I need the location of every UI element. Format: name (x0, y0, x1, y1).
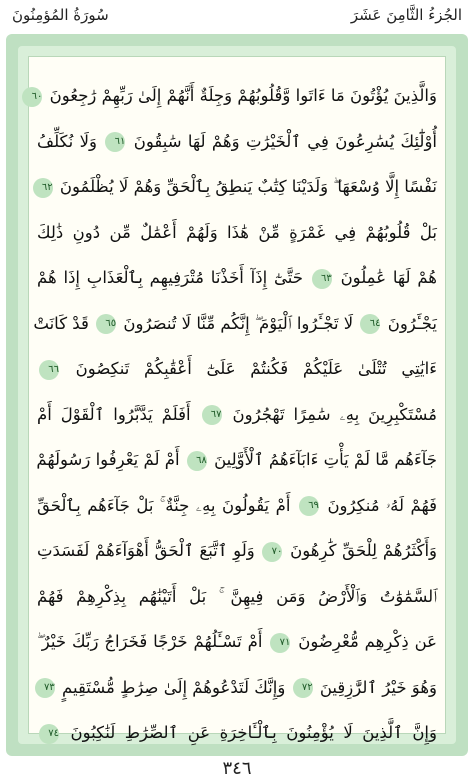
verse-line (37, 528, 437, 574)
verse-line (37, 710, 437, 756)
verse-text: وَهُوَ خَيْرُ ٱلرَّٰزِقِينَ (319, 677, 437, 697)
verse-text: ٱلسَّمَٰوَٰتُ وَٱلْأَرْضُ وَمَن فِيهِنَّ ۚ بَلْ أَتَيْنَٰهُم بِذِكْرِهِمْ فَهُمْ (37, 586, 437, 606)
verse-text: وَإِنَّ ٱلَّذِينَ لَا يُؤْمِنُونَ بِٱلْـَٔاخِرَةِ عَنِ ٱلصِّرَٰطِ لَنَٰكِبُونَ (70, 723, 437, 742)
ayah-number-marker: ٧٤ (39, 724, 59, 744)
ayah-number-marker: ٦٥ (96, 314, 116, 334)
verse-line (37, 346, 437, 392)
surah-title: سُورَةُ المُؤمِنُونَ (12, 6, 109, 24)
verse-line (37, 392, 437, 438)
verse-line (37, 210, 437, 256)
verse-text: بَلْ قُلُوبُهُمْ فِي غَمْرَةٍ مِّنْ هَٰذَا وَلَهُمْ أَعْمَٰلٌ مِّن دُونِ ذَٰلِكَ (37, 222, 437, 242)
ayah-number-marker: ٧٠ (262, 542, 282, 562)
verse-text: هُمْ لَهَا عَٰمِلُونَ (340, 268, 437, 287)
verse-line (37, 619, 437, 665)
verse-text: وَالَّذِينَ يُؤْتُونَ مَا ءَاتَوا وَّقُلُوبُهُمْ وَجِلَةٌ أَنَّهُمْ إِلَىٰ رَبِّهِمْ رَٰجِعُونَ (49, 86, 437, 105)
verse-line (37, 255, 437, 301)
ayah-number-marker: ٦٧ (202, 405, 222, 425)
ayah-number-marker: ٧١ (270, 633, 290, 653)
ayah-number-marker: ٦٤ (360, 314, 380, 334)
verse-text: أَفَلَمْ يَدَّبَّرُوا ٱلْقَوْلَ أَمْ (37, 404, 191, 424)
verse-text: قَدْ كَانَتْ (33, 313, 89, 333)
juz-title: الجُزءُ الثَّامِنَ عَشَرَ (350, 6, 462, 24)
verse-text: فَهُمْ لَهُۥ مُنكِرُونَ (327, 495, 438, 515)
verse-line (37, 574, 437, 620)
verse-text: وَأَكْثَرُهُمْ لِلْحَقِّ كَٰرِهُونَ (290, 541, 437, 560)
page-header (0, 0, 474, 32)
ayah-number-marker: ٦٢ (33, 178, 53, 198)
verse-text: يَجْـَٔرُونَ (387, 313, 437, 333)
verse-line (37, 164, 437, 210)
ayah-number-marker: ٧٢ (293, 678, 313, 698)
verse-text: جَآءَهُم مَّا لَمْ يَأْتِ ءَابَآءَهُمُ ٱلْأَوَّلِينَ (214, 450, 437, 469)
verse-line (37, 665, 437, 711)
verse-line (31, 73, 437, 119)
verse-text: حَتَّىٰٓ إِذَآ أَخَذْنَا مُتْرَفِيهِم بِٱلْعَذَابِ إِذَا هُمْ (37, 268, 303, 287)
verse-text: ءَايَٰتِي تُتْلَىٰ عَلَيْكُمْ فَكُنتُمْ عَلَىٰٓ أَعْقَٰبِكُمْ تَنكِصُونَ (75, 359, 437, 378)
text-page (28, 56, 446, 742)
verse-line (33, 301, 437, 347)
verse-text: مُسْتَكْبِرِينَ بِهِۦ سَٰمِرًا تَهْجُرُونَ (232, 404, 438, 424)
verse-lines (31, 73, 438, 756)
verse-text: وَإِنَّكَ لَتَدْعُوهُمْ إِلَىٰ صِرَٰطٍ مُّسْتَقِيمٍ (61, 677, 286, 697)
verse-text: أُوْلَٰٓئِكَ يُسَٰرِعُونَ فِي ٱلْخَيْرَٰتِ وَهُمْ لَهَا سَٰبِقُونَ (133, 131, 438, 151)
ayah-number-marker: ٦٠ (22, 87, 42, 107)
verse-text: أَمْ لَمْ يَعْرِفُوا رَسُولَهُمْ (36, 450, 180, 469)
verse-text: أَمْ تَسْـَٔلُهُمْ خَرْجًا فَخَرَاجُ رَبِّكَ خَيْرٌ ۖ (37, 632, 263, 651)
verse-text: عَن ذِكْرِهِم مُّعْرِضُونَ (298, 632, 437, 651)
verse-text: أَمْ يَقُولُونَ بِهِۦ جِنَّةٌ ۚ بَلْ جَآءَهُم بِٱلْحَقِّ (37, 495, 291, 515)
verse-text: لَا تَجْـَٔرُوا ٱلْيَوْمَ ۖ إِنَّكُم مِّنَّا لَا تُنصَرُونَ (123, 313, 354, 333)
verse-text: وَلَوِ ٱتَّبَعَ ٱلْحَقُّ أَهْوَآءَهُمْ لَفَسَدَتِ (37, 541, 255, 560)
ayah-number-marker: ٦٣ (312, 269, 332, 289)
ayah-number-marker: ٧٣ (35, 678, 55, 698)
ayah-number-marker: ٦٦ (39, 360, 59, 380)
verse-line (37, 483, 437, 529)
ayah-number-marker: ٦٩ (299, 496, 319, 516)
ayah-number-marker: ٦٨ (187, 451, 207, 471)
verse-text: وَلَا نُكَلِّفُ (37, 131, 97, 151)
page-number: ٣٤٦ (222, 758, 252, 779)
verse-text: نَفْسًا إِلَّا وُسْعَهَا ۖ وَلَدَيْنَا كِتَٰبٌ يَنطِقُ بِٱلْحَقِّ وَهُمْ لَا يُظْلَمُونَ (59, 177, 437, 196)
verse-line (37, 119, 437, 165)
decorative-frame (6, 34, 468, 756)
verse-line (37, 437, 437, 483)
ayah-number-marker: ٦١ (105, 132, 125, 152)
